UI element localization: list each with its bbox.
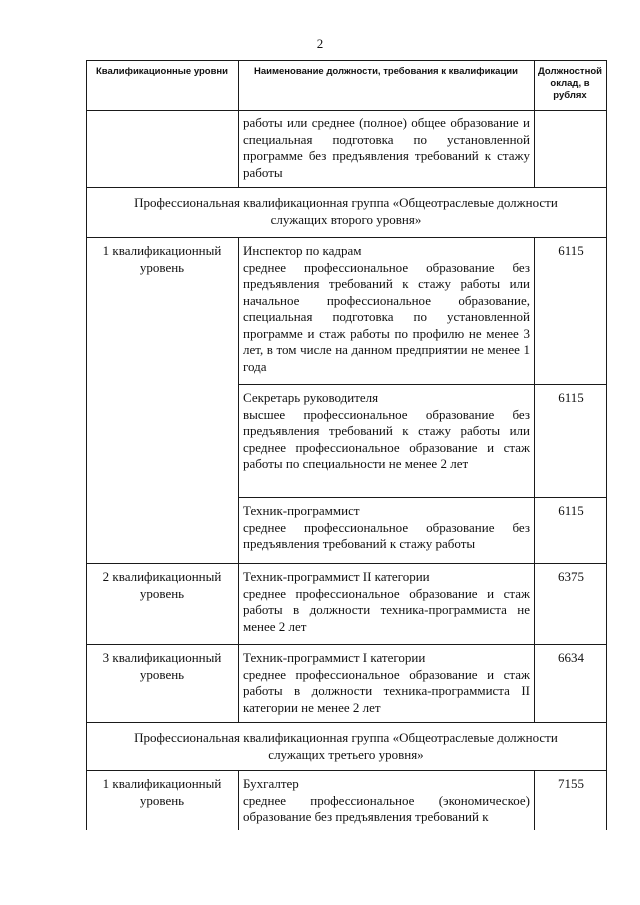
position-requirements: среднее профессиональное образование без предъявления требований к стажу работы или начальное профессиональное образование, специальная подготовка по установленной программе и стаж работы по профилю не менее 3 лет, в том числе на данном предприятии не менее 1 года	[243, 259, 530, 374]
table-rule	[86, 110, 606, 111]
table-rule	[86, 563, 606, 564]
position-requirements: высшее профессиональное образование без предъявления требований к стажу работы или среднее профессиональное образование и стаж работы по специальности не менее 2 лет	[243, 406, 530, 471]
salary-value: 6115	[558, 390, 584, 405]
group-title-second-level: Профессиональная квалификационная группа «Общеотраслевые должности служащих второго уровня»	[134, 195, 558, 227]
qualification-level: 1 квалификационный уровень	[102, 776, 222, 808]
table-rule	[534, 770, 535, 830]
table-rule	[606, 770, 607, 830]
table-rule	[534, 60, 535, 187]
position-description	[243, 243, 530, 375]
position-title: Техник-программист II категории	[243, 569, 430, 584]
table-rule	[534, 237, 535, 722]
salary-value: 7155	[558, 776, 584, 791]
table-rule	[86, 60, 606, 61]
table-rule	[238, 770, 239, 830]
salary-value: 6375	[558, 569, 584, 584]
position-description	[243, 569, 530, 635]
column-header-level: Квалификационные уровни	[95, 66, 229, 77]
position-requirements: среднее профессиональное образование и стаж работы в должности техника-программиста не менее 2 лет	[243, 585, 530, 634]
position-title: Бухгалтер	[243, 776, 299, 791]
continuation-text: работы или среднее (полное) общее образование и специальная подготовка по установленной программе без предъявления требований к стажу работы	[243, 115, 530, 180]
table-rule	[86, 60, 87, 187]
position-title: Техник-программист	[243, 503, 360, 518]
table-rule	[86, 722, 606, 723]
group-title-third-level: Профессиональная квалификационная группа «Общеотраслевые должности служащих третьего уровня»	[134, 730, 558, 762]
column-header-position: Наименование должности, требования к квалификации	[254, 66, 518, 77]
qualification-level: 2 квалификационный уровень	[102, 569, 222, 601]
salary-value: 6634	[558, 650, 584, 665]
salary-value: 6115	[558, 243, 584, 258]
position-title: Инспектор по кадрам	[243, 243, 362, 258]
position-description	[243, 650, 530, 716]
table-rule	[86, 722, 87, 770]
position-title: Техник-программист I категории	[243, 650, 426, 665]
table-rule	[606, 187, 607, 237]
column-header-salary: Должностной оклад, в рублях	[538, 66, 602, 101]
table-rule	[86, 237, 87, 722]
table-rule	[606, 60, 607, 187]
table-rule	[86, 644, 606, 645]
position-requirements: среднее профессиональное (экономическое) образование без предъявления требований к	[243, 792, 530, 824]
table-rule	[86, 187, 606, 188]
table-rule	[606, 237, 607, 722]
position-description	[243, 776, 530, 826]
position-requirements: среднее профессиональное образование и стаж работы в должности техника-программиста II категории не менее 2 лет	[243, 666, 530, 715]
qualification-level: 1 квалификационный уровень	[102, 243, 222, 275]
table-rule	[238, 497, 606, 498]
position-requirements: среднее профессиональное образование без предъявления требований к стажу работы	[243, 519, 530, 551]
page-number: 2	[316, 36, 324, 51]
table-rule	[86, 237, 606, 238]
position-description	[243, 503, 530, 553]
position-title: Секретарь руководителя	[243, 390, 379, 405]
position-description	[243, 390, 530, 473]
table-rule	[238, 60, 239, 187]
table-rule	[606, 722, 607, 770]
table-rule	[86, 770, 87, 830]
salary-value: 6115	[558, 503, 584, 518]
qualification-level: 3 квалификационный уровень	[102, 650, 222, 682]
table-rule	[238, 237, 239, 722]
table-rule	[238, 384, 606, 385]
table-rule	[86, 187, 87, 237]
table-rule	[86, 770, 606, 771]
